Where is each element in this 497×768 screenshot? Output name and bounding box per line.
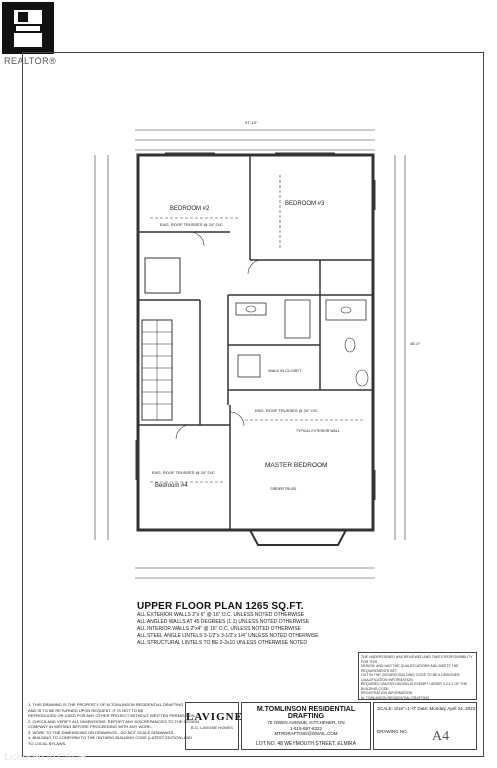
realtor-label: REALTOR®: [4, 56, 57, 66]
room-label-bedroom4: Bedroom #4: [155, 483, 188, 489]
registration-line: QUALIFICATION INFORMATION: [361, 677, 413, 682]
date-text: Date: Monday, April 24, 2023: [417, 706, 476, 711]
registration-box: [358, 652, 477, 700]
legal-note: 2. CHECK AND VERIFY ALL DIMENSIONS. REPORT ANY DISCREPANCIES TO THE DESIGN: [28, 718, 199, 724]
lot-description: LOT NO. 48 WEYMOUTH STREET, ELMIRA: [256, 741, 356, 747]
plan-note: ALL ANGLED WALLS AT 45 DEGREES (1:1) UNLESS NOTED OTHERWISE: [137, 619, 309, 625]
sheet-number: A4: [432, 729, 450, 744]
legal-notes: [28, 702, 199, 746]
builder-subtitle: B.G. LAVIGNE HOMES: [191, 725, 233, 730]
registration-line: REQUIRED UNLESS DESIGN IS EXEMPT UNDER 3.2.4.1 OF THE BUILDING CODE: [361, 682, 468, 691]
plan-note: ALL STEEL ANGLE LINTELS 3-1/2"x 3-1/2"x 1/4" UNLESS NOTED OTHERWISE: [137, 633, 319, 639]
overall-depth-dim: 48'-0": [410, 341, 421, 346]
drafter-address: 75 OWEN AVENUE, KITCHENER, ON: [267, 720, 345, 725]
plan-note: ALL INTERIOR WALLS 2"x4" @ 16" O.C. UNLESS NOTED OTHERWISE: [137, 626, 301, 632]
girder-note: GIRDER TRUSS: [270, 487, 297, 491]
builder-name: LAVIGNE: [186, 711, 243, 723]
room-label-closet: WALK IN CLOSET: [268, 368, 302, 373]
registration-line: M. TOMLINSON RESIDENTIAL DRAFTING: [361, 695, 430, 700]
license-credit: Licensed to CAOR: [4, 752, 87, 763]
scale-text: SCALE: 3/16"=1'-0": [377, 706, 417, 711]
truss-note-1: ENG. ROOF TRUSSES @ 24" O/C: [160, 222, 223, 227]
registration-line: OUT IN THE ONTARIO BUILDING CODE TO BE A DESIGNER.: [361, 673, 461, 677]
room-label-bedroom2: BEDROOM #2: [170, 206, 210, 212]
legal-note: 1. THIS DRAWING IS THE PROPERTY OF M.TOMLINSON RESIDENTIAL DRAFTING: [28, 702, 184, 707]
legal-note: TO LOCAL BYLAWS.: [28, 740, 67, 746]
overall-width-dim: 37'-10": [245, 120, 258, 125]
room-label-bedroom3: BEDROOM #3: [285, 201, 325, 207]
truss-note-3: ENG. ROOF TRUSSES @ 24" O/C: [152, 470, 215, 475]
legal-note: AND IS TO BE RETURNED UPON REQUEST. IT IS NOT TO BE: [28, 707, 144, 713]
registration-line: THE UNDERSIGNED HAS REVIEWED AND TAKES RESPONSIBILITY FOR THIS: [361, 655, 473, 664]
legal-note: 4. BUILDING TO CONFORM TO THE ONTARIO BUILDING CODE (LATEST EDITION) AND: [28, 735, 193, 740]
scale-and-date: [377, 706, 475, 711]
room-label-master: MASTER BEDROOM: [265, 462, 328, 469]
legal-note: 3. WORK TO THE DIMENSIONS ON DRAWINGS - DO NOT SCALE DRAWINGS.: [28, 729, 175, 735]
drafter-email: MTRDRAFTING@GMAIL.COM: [274, 731, 338, 736]
truss-note-2: ENG. ROOF TRUSSES @ 24" O/C: [255, 408, 318, 413]
legal-note: REPRODUCED OR USED FOR ANY OTHER PROJECT WITHOUT WRITTEN PERMISSION.: [28, 713, 196, 718]
builder-logo: [185, 702, 243, 750]
plan-note: ALL STRUCTURAL LINTELS TO BE 2-2x10 UNLESS OTHERWISE NOTED: [137, 640, 307, 646]
plan-notes: [137, 612, 397, 647]
registration-line: REGISTRATION INFORMATION: [361, 691, 413, 695]
plan-note: ALL EXTERIOR WALLS 2"x 6" @ 16" O.C. UNLESS NOTED OTHERWISE: [137, 612, 304, 618]
sheet-info-block: [373, 702, 477, 750]
drafter-name: M.TOMLINSON RESIDENTIAL DRAFTING: [256, 706, 356, 720]
drafter-phone: 1-519-897-6322: [289, 725, 323, 731]
registration-line: DESIGN, AND HAS THE QUALIFICATIONS AND MEETS THE REQUIREMENTS SET: [361, 664, 459, 673]
drawing-number-label: DRAWING NO.: [377, 729, 408, 734]
plan-title: UPPER FLOOR PLAN 1265 SQ.FT.: [137, 601, 304, 612]
wall-note: TYPICAL EXTERIOR WALL: [296, 429, 340, 433]
legal-note: COMPANY IN WRITING BEFORE PROCEEDING WITH ANY WORK.: [28, 724, 153, 729]
